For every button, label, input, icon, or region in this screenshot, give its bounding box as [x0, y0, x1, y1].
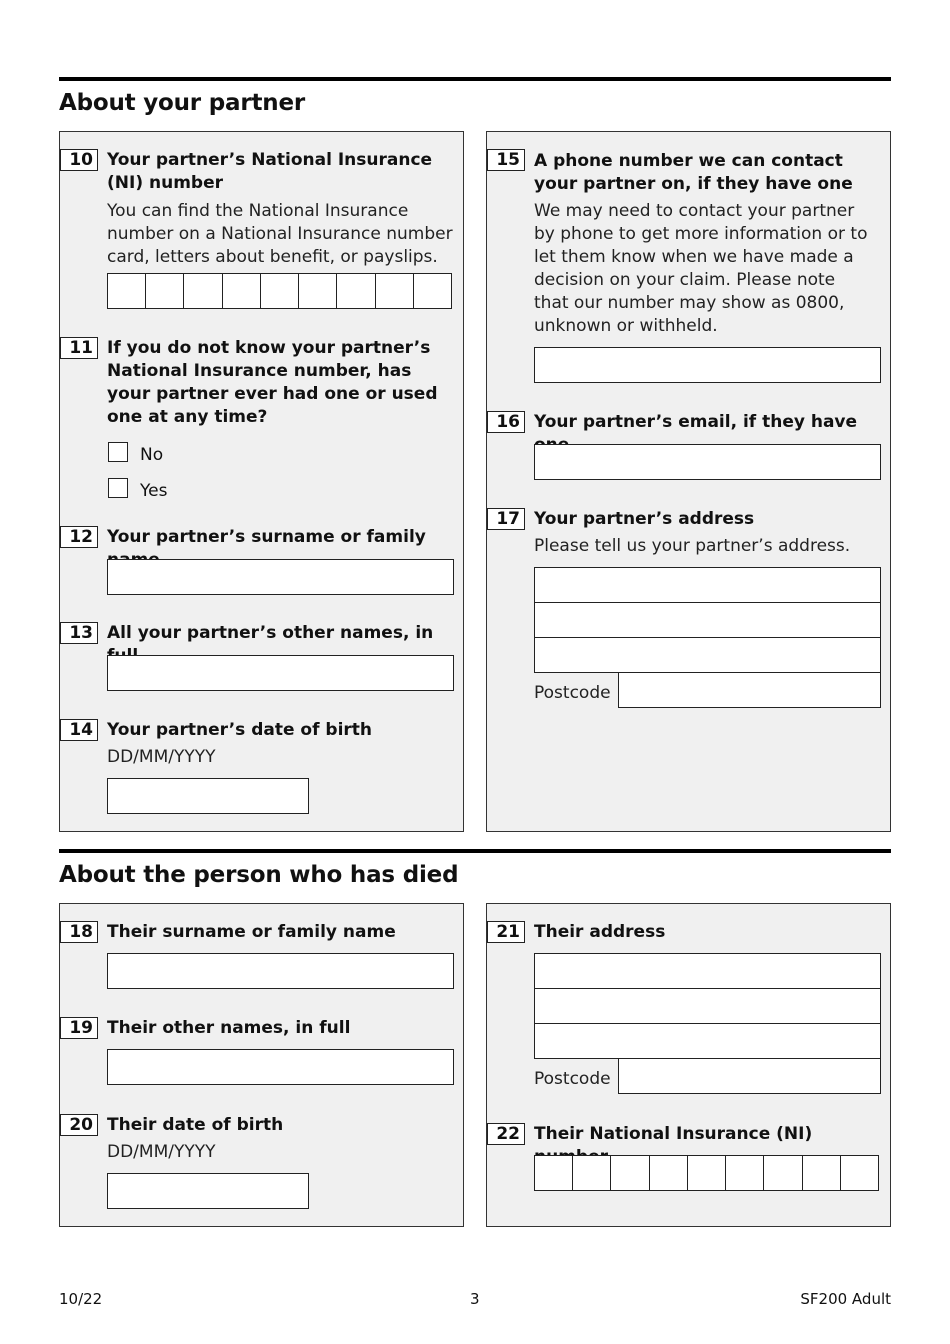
- partner-surname-input[interactable]: [107, 559, 454, 595]
- question-number-11: 11: [60, 337, 98, 359]
- section-title-deceased: About the person who has died: [59, 862, 459, 888]
- question-title-19: Their other names, in full: [107, 1018, 351, 1038]
- partner-other-names-input[interactable]: [107, 655, 454, 691]
- deceased-postcode-input[interactable]: [618, 1058, 881, 1094]
- ni-cell[interactable]: [145, 274, 183, 308]
- deceased-date-of-birth-input[interactable]: [107, 1173, 309, 1209]
- partner-postcode-input[interactable]: [618, 672, 881, 708]
- partner-phone-input[interactable]: [534, 347, 881, 383]
- partner-postcode-label: Postcode: [534, 683, 611, 703]
- deceased-ni-number-input[interactable]: [534, 1155, 879, 1191]
- question-number-10: 10: [60, 149, 98, 171]
- question-title-18: Their surname or family name: [107, 922, 396, 942]
- deceased-postcode-label: Postcode: [534, 1069, 611, 1089]
- ni-cell[interactable]: [763, 1156, 801, 1190]
- partner-left-panel: [59, 131, 464, 832]
- yes-checkbox[interactable]: [108, 478, 128, 498]
- question-hint-17: Please tell us your partner’s address.: [534, 536, 851, 556]
- ni-cell[interactable]: [535, 1156, 572, 1190]
- deceased-address-line-1-input[interactable]: [534, 953, 881, 989]
- question-title-11: If you do not know your partner’s National Insurance number, has your partner ever had one or used one at any time?: [107, 338, 438, 427]
- ni-cell[interactable]: [840, 1156, 878, 1190]
- question-title-14: Your partner’s date of birth: [107, 720, 373, 740]
- footer-page-number: 3: [470, 1290, 480, 1308]
- question-number-18: 18: [60, 921, 98, 943]
- question-number-21: 21: [487, 921, 525, 943]
- question-number-20: 20: [60, 1114, 98, 1136]
- yes-checkbox-label: Yes: [140, 481, 168, 501]
- question-title-16: Your partner’s email, if they have: [534, 412, 858, 432]
- question-number-22: 22: [487, 1123, 525, 1145]
- question-title-10: Your partner’s National Insurance (NI) number: [107, 150, 433, 193]
- footer-date: 10/22: [59, 1290, 103, 1308]
- section-rule-deceased: [59, 849, 891, 853]
- question-hint-15: We may need to contact your partner by phone to get more information or to let them know when we have made a decision on your claim. Please note that our number may show as 0800, unknown or withheld.: [534, 201, 868, 336]
- ni-cell[interactable]: [183, 274, 221, 308]
- partner-email-input[interactable]: [534, 444, 881, 480]
- ni-cell[interactable]: [298, 274, 336, 308]
- partner-right-panel: [486, 131, 891, 832]
- section-title-partner: About your partner: [59, 90, 305, 116]
- ni-cell[interactable]: [222, 274, 260, 308]
- ni-cell[interactable]: [725, 1156, 763, 1190]
- deceased-address-line-3-input[interactable]: [534, 1023, 881, 1059]
- question-title-21: Their address: [534, 922, 666, 942]
- footer-form-code: SF200 Adult: [800, 1290, 891, 1308]
- no-checkbox-label: No: [140, 445, 164, 465]
- partner-ni-number-input[interactable]: [107, 273, 452, 309]
- ni-cell[interactable]: [572, 1156, 610, 1190]
- question-hint-20: DD/MM/YYYY: [107, 1142, 216, 1162]
- question-title-15: A phone number we can contact your partner on, if they have one: [534, 151, 853, 194]
- question-title-17: Your partner’s address: [534, 509, 755, 529]
- question-number-15: 15: [487, 149, 525, 171]
- question-title-22: Their National Insurance (NI): [534, 1124, 813, 1144]
- ni-cell[interactable]: [260, 274, 298, 308]
- no-checkbox[interactable]: [108, 442, 128, 462]
- deceased-address-line-2-input[interactable]: [534, 988, 881, 1024]
- partner-address-line-3-input[interactable]: [534, 637, 881, 673]
- question-title-13: All your partner’s other names, in: [107, 623, 434, 643]
- partner-address-line-1-input[interactable]: [534, 567, 881, 603]
- ni-cell[interactable]: [336, 274, 374, 308]
- question-number-19: 19: [60, 1017, 98, 1039]
- question-number-12: 12: [60, 526, 98, 548]
- deceased-other-names-input[interactable]: [107, 1049, 454, 1085]
- ni-cell[interactable]: [413, 274, 451, 308]
- ni-cell[interactable]: [687, 1156, 725, 1190]
- ni-cell[interactable]: [375, 274, 413, 308]
- question-number-16: 16: [487, 411, 525, 433]
- question-title-12: Your partner’s surname or family: [107, 527, 426, 547]
- partner-address-line-2-input[interactable]: [534, 602, 881, 638]
- ni-cell[interactable]: [802, 1156, 840, 1190]
- partner-date-of-birth-input[interactable]: [107, 778, 309, 814]
- question-number-13: 13: [60, 622, 98, 644]
- question-number-14: 14: [60, 719, 98, 741]
- ni-cell[interactable]: [610, 1156, 648, 1190]
- ni-cell[interactable]: [108, 274, 145, 308]
- question-title-20: Their date of birth: [107, 1115, 284, 1135]
- deceased-surname-input[interactable]: [107, 953, 454, 989]
- question-hint-10: You can find the National Insurance number on a National Insurance number card, letters about benefit, or payslips.: [107, 201, 453, 267]
- ni-cell[interactable]: [649, 1156, 687, 1190]
- section-rule-partner: [59, 77, 891, 81]
- question-number-17: 17: [487, 508, 525, 530]
- deceased-left-panel: [59, 903, 464, 1227]
- deceased-right-panel: [486, 903, 891, 1227]
- question-hint-14: DD/MM/YYYY: [107, 747, 216, 767]
